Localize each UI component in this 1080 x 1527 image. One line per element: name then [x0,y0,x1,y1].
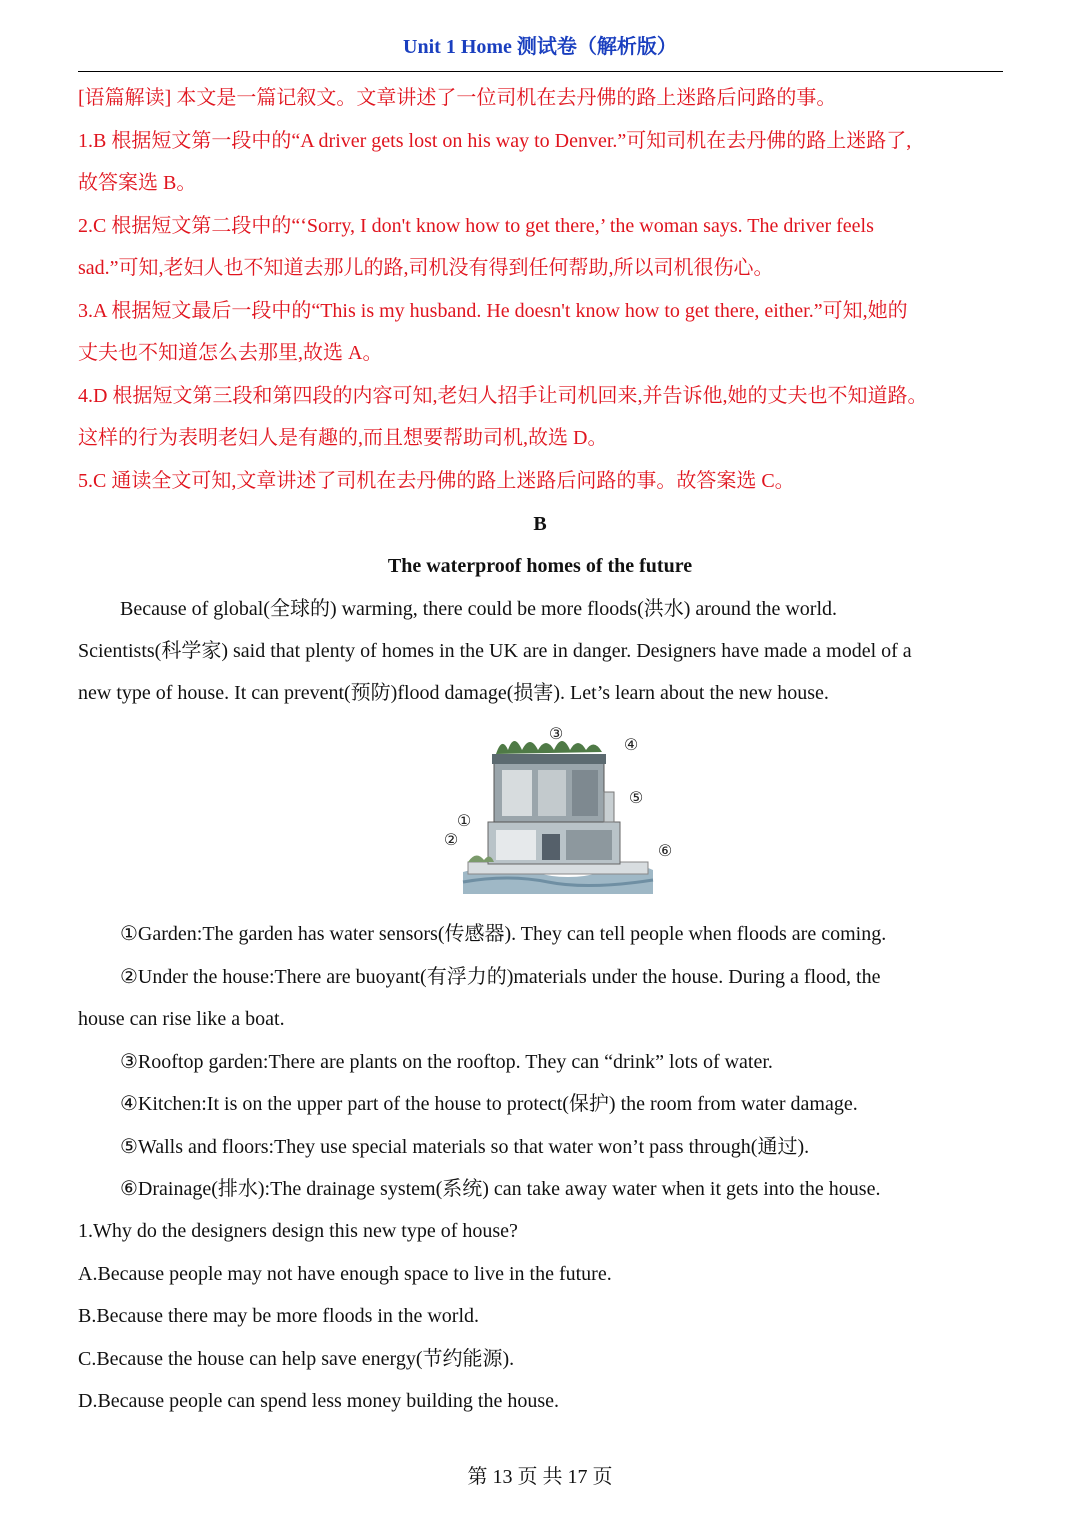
question-1-option-c: C.Because the house can help save energy(节约能源). [78,1348,515,1370]
question-1-option-b: B.Because there may be more floods in the world. [78,1305,479,1327]
answer-4-line-2: 这样的行为表明老妇人是有趣的,而且想要帮助司机,故选 D。 [78,427,608,449]
passage-analysis-intro: [语篇解读] 本文是一篇记叙文。文章讲述了一位司机在去丹佛的路上迷路后问路的事。 [78,87,837,109]
answer-1-line-1: 1.B 根据短文第一段中的“A driver gets lost on his way to Denver.”可知司机在去丹佛的路上迷路了, [78,130,912,152]
item-1-garden: ①Garden:The garden has water sensors(传感器). They can tell people when floods are coming. [120,923,887,945]
page-number: 第 13 页 共 17 页 [467,1466,613,1488]
question-1-stem: 1.Why do the designers design this new type of house? [78,1220,518,1242]
figure-label-6: ⑥ [657,841,673,860]
item-5-walls: ⑤Walls and floors:They use special materials so that water won’t pass through(通过). [120,1136,810,1158]
waterproof-house-illustration [438,722,678,900]
figure-label-2: ② [443,830,459,849]
item-3-rooftop: ③Rooftop garden:There are plants on the rooftop. They can “drink” lots of water. [120,1051,773,1073]
answer-2-line-2: sad.”可知,老妇人也不知道去那儿的路,司机没有得到任何帮助,所以司机很伤心。 [78,257,774,279]
figure-label-3: ③ [548,724,564,743]
paragraph-1-line-1: Because of global(全球的) warming, there could be more floods(洪水) around the world. [120,598,838,620]
item-6-drainage: ⑥Drainage(排水):The drainage system(系统) can take away water when it gets into the house. [120,1178,881,1200]
paragraph-1-line-2: Scientists(科学家) said that plenty of homes in the UK are in danger. Designers have made a model of a [78,640,912,662]
page-header-title: Unit 1 Home 测试卷（解析版） [403,36,677,58]
item-2-line-2: house can rise like a boat. [78,1008,285,1030]
answer-4-line-1: 4.D 根据短文第三段和第四段的内容可知,老妇人招手让司机回来,并告诉他,她的丈夫也不知道路。 [78,385,928,407]
answer-3-line-1: 3.A 根据短文最后一段中的“This is my husband. He doesn't know how to get there, either.”可知,她的 [78,300,908,322]
answer-2-line-1: 2.C 根据短文第二段中的“‘Sorry, I don't know how to get there,’ the woman says. The driver feels [78,215,874,237]
paragraph-1-line-3: new type of house. It can prevent(预防)flood damage(损害). Let’s learn about the new house. [78,682,829,704]
passage-title: The waterproof homes of the future [387,555,693,577]
figure-label-5: ⑤ [628,788,644,807]
item-2-line-1: ②Under the house:There are buoyant(有浮力的)materials under the house. During a flood, the [120,966,881,988]
answer-5-line-1: 5.C 通读全文可知,文章讲述了司机在去丹佛的路上迷路后问路的事。故答案选 C。 [78,470,795,492]
question-1-option-a: A.Because people may not have enough space to live in the future. [78,1263,612,1285]
header-divider [78,71,1003,72]
item-4-kitchen: ④Kitchen:It is on the upper part of the house to protect(保护) the room from water damage. [120,1093,858,1115]
figure-label-4: ④ [623,735,639,754]
answer-3-line-2: 丈夫也不知道怎么去那里,故选 A。 [78,342,383,364]
answer-1-line-2: 故答案选 B。 [78,172,197,194]
figure-label-1: ① [456,811,472,830]
section-letter: B [533,513,547,535]
question-1-option-d: D.Because people can spend less money building the house. [78,1390,559,1412]
